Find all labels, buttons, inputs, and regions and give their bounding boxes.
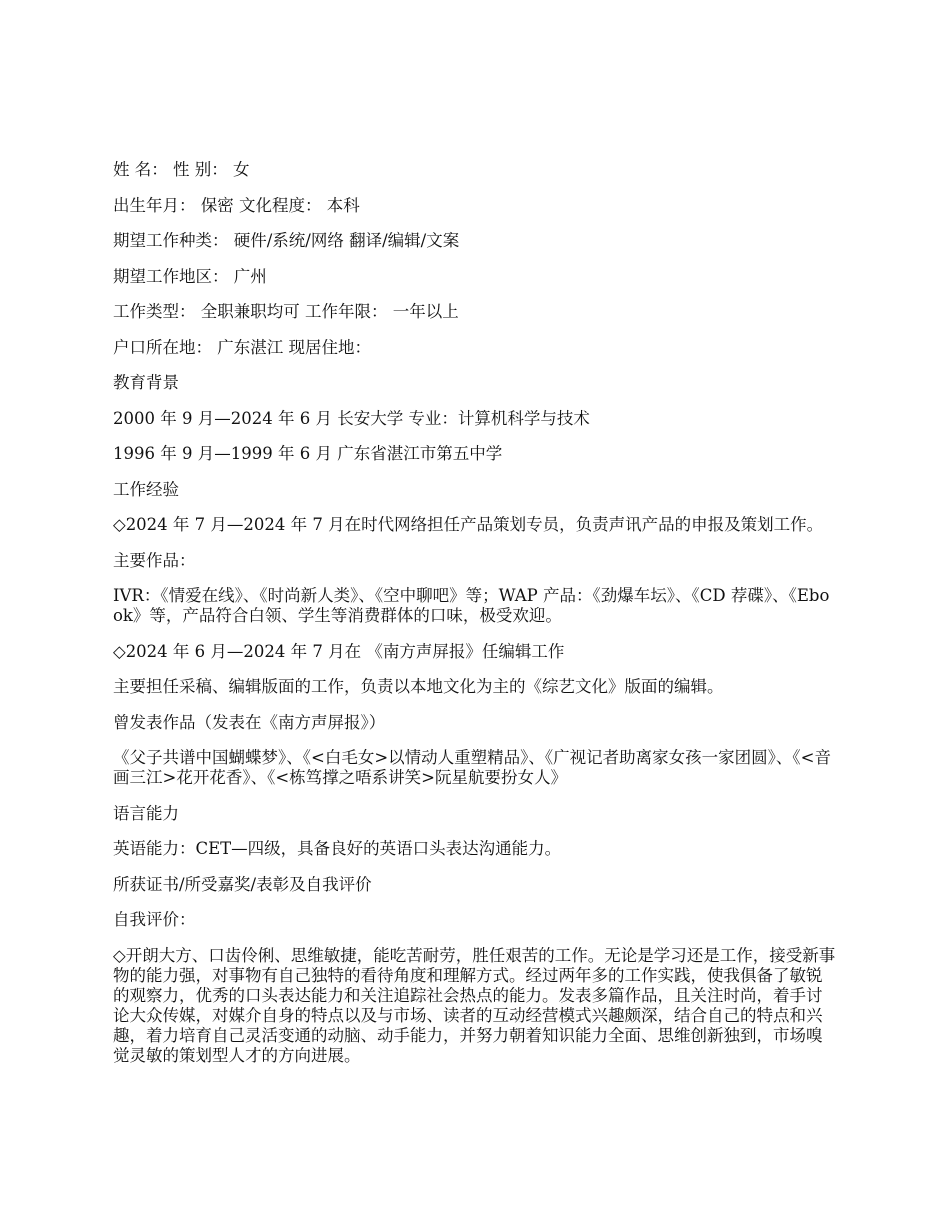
self-evaluation-heading: 自我评价： bbox=[113, 910, 196, 929]
work-type-line: 工作类型： 全职兼职均可 工作年限： 一年以上 bbox=[113, 302, 459, 321]
name-gender-line: 姓 名： 性 别： 女 bbox=[113, 160, 250, 179]
experience-item-2-desc: 主要担任采稿、编辑版面的工作，负责以本地文化为主的《综艺文化》版面的编辑。 bbox=[113, 677, 724, 696]
experience-item-2: ◇2024 年 6 月—2024 年 7 月在 《南方声屏报》任编辑工作 bbox=[113, 641, 565, 661]
resume-document bbox=[113, 160, 838, 1081]
published-text: 《父子共谱中国蝴蝶梦》、《<白毛女>以情动人重塑精品》、《广视记者助离家女孩一家团圆》、《<音画三江>花开花香》、《<栋笃撑之唔系讲笑>阮星航要扮女人》 bbox=[113, 748, 831, 787]
job-type-line: 期望工作种类： 硬件/系统/网络 翻译/编辑/文案 bbox=[113, 231, 460, 250]
education-item: 1996 年 9 月—1999 年 6 月 广东省湛江市第五中学 bbox=[113, 444, 503, 463]
language-text: 英语能力：CET—四级，具备良好的英语口头表达沟通能力。 bbox=[113, 839, 562, 858]
awards-heading: 所获证书/所受嘉奖/表彰及自我评价 bbox=[113, 874, 372, 894]
published-heading: 曾发表作品（发表在《南方声屏报》） bbox=[113, 712, 386, 732]
job-region-line: 期望工作地区： 广州 bbox=[113, 266, 267, 286]
education-item: 2000 年 9 月—2024 年 6 月 长安大学 专业：计算机科学与技术 bbox=[113, 408, 590, 428]
works-heading: 主要作品： bbox=[113, 550, 196, 570]
experience-item-1: ◇2024 年 7 月—2024 年 7 月在时代网络担任产品策划专员，负责声讯产品的申报及策划工作。 bbox=[113, 515, 824, 534]
birth-education-line: 出生年月： 保密 文化程度： 本科 bbox=[113, 195, 360, 215]
works-text: IVR：《情爱在线》、《时尚新人类》、《空中聊吧》等；WAP 产品：《劲爆车坛》、《CD 荐碟》、《Ebook》等，产品符合白领、学生等消费群体的口味，极受欢迎。 bbox=[113, 586, 830, 625]
education-heading: 教育背景 bbox=[113, 373, 179, 392]
hukou-line: 户口所在地： 广东湛江 现居住地： bbox=[113, 337, 371, 357]
language-heading: 语言能力 bbox=[113, 803, 179, 823]
self-evaluation-text: ◇开朗大方、口齿伶俐、思维敏捷，能吃苦耐劳，胜任艰苦的工作。无论是学习还是工作，接受新事物的能力强，对事物有自己独特的看待角度和理解方式。经过两年多的工作实践，使我俱备了敏锐的观察力，优秀的口头表达能力和关注追踪社会热点的能力。发表多篇作品，且关注时尚，着手讨论大众传媒，对媒介自身的特点以及与市场、读者的互动经营模式兴趣颇深，结合自己的特点和兴趣，着力培育自己灵活变通的动脑、动手能力，并努力朝着知识能力全面、思维创新独到，市场嗅觉灵敏的策划型人才的方向进展。 bbox=[113, 945, 836, 1065]
experience-heading: 工作经验 bbox=[113, 479, 179, 499]
